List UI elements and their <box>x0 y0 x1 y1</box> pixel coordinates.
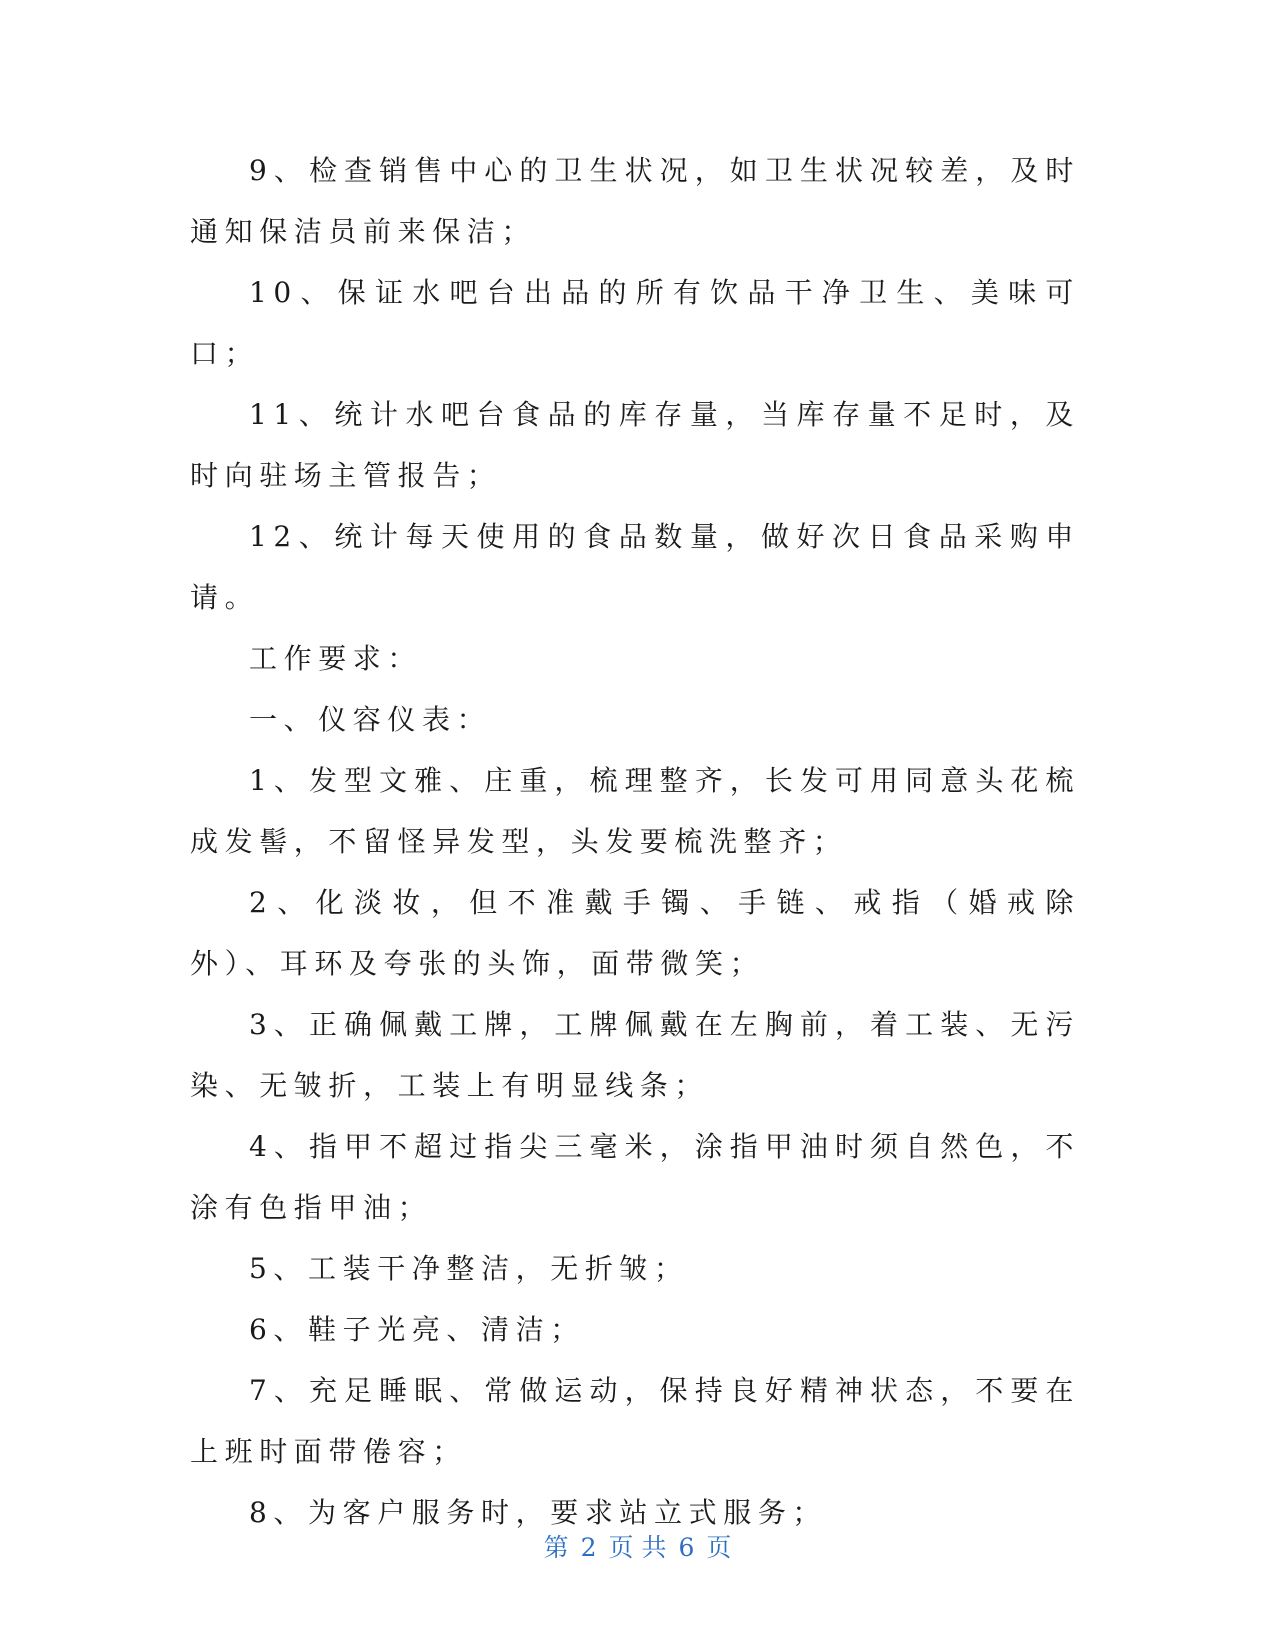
paragraph-item-10: 10、保证水吧台出品的所有饮品干净卫生、美味可口； <box>190 276 1080 370</box>
document-body <box>190 140 1080 1543</box>
paragraph-item-11: 11、统计水吧台食品的库存量，当库存量不足时，及时向驻场主管报告； <box>190 398 1080 492</box>
footer-total-pages: 6 <box>678 1533 695 1562</box>
paragraph-item-12: 12、统计每天使用的食品数量，做好次日食品采购申请。 <box>190 520 1080 614</box>
page-footer <box>0 1528 1275 1564</box>
footer-middle: 页 共 <box>608 1533 667 1562</box>
requirement-item-8: 8、为客户服务时，要求站立式服务； <box>249 1496 828 1529</box>
requirement-item-1: 1、发型文雅、庄重，梳理整齐，长发可用同意头花梳成发髻，不留怪异发型，头发要梳洗整齐； <box>190 764 1080 858</box>
requirement-item-4: 4、指甲不超过指尖三毫米，涂指甲油时须自然色，不涂有色指甲油； <box>190 1130 1080 1224</box>
subsection-heading-appearance: 一、仪容仪表： <box>249 703 492 736</box>
footer-current-page: 2 <box>580 1533 597 1562</box>
requirement-item-7: 7、充足睡眠、常做运动，保持良好精神状态，不要在上班时面带倦容； <box>190 1374 1080 1468</box>
requirement-item-2: 2、化淡妆，但不准戴手镯、手链、戒指（婚戒除外）、耳环及夸张的头饰，面带微笑； <box>190 886 1080 980</box>
footer-prefix: 第 <box>543 1533 569 1562</box>
requirement-item-6: 6、鞋子光亮、清洁； <box>249 1313 585 1346</box>
requirement-item-3: 3、正确佩戴工牌，工牌佩戴在左胸前，着工装、无污染、无皱折，工装上有明显线条； <box>190 1008 1080 1102</box>
section-heading-work-requirements: 工作要求： <box>249 642 423 675</box>
paragraph-item-9: 9、检查销售中心的卫生状况，如卫生状况较差，及时通知保洁员前来保洁； <box>190 154 1080 248</box>
footer-suffix: 页 <box>706 1533 732 1562</box>
requirement-item-5: 5、工装干净整洁，无折皱； <box>249 1252 689 1285</box>
